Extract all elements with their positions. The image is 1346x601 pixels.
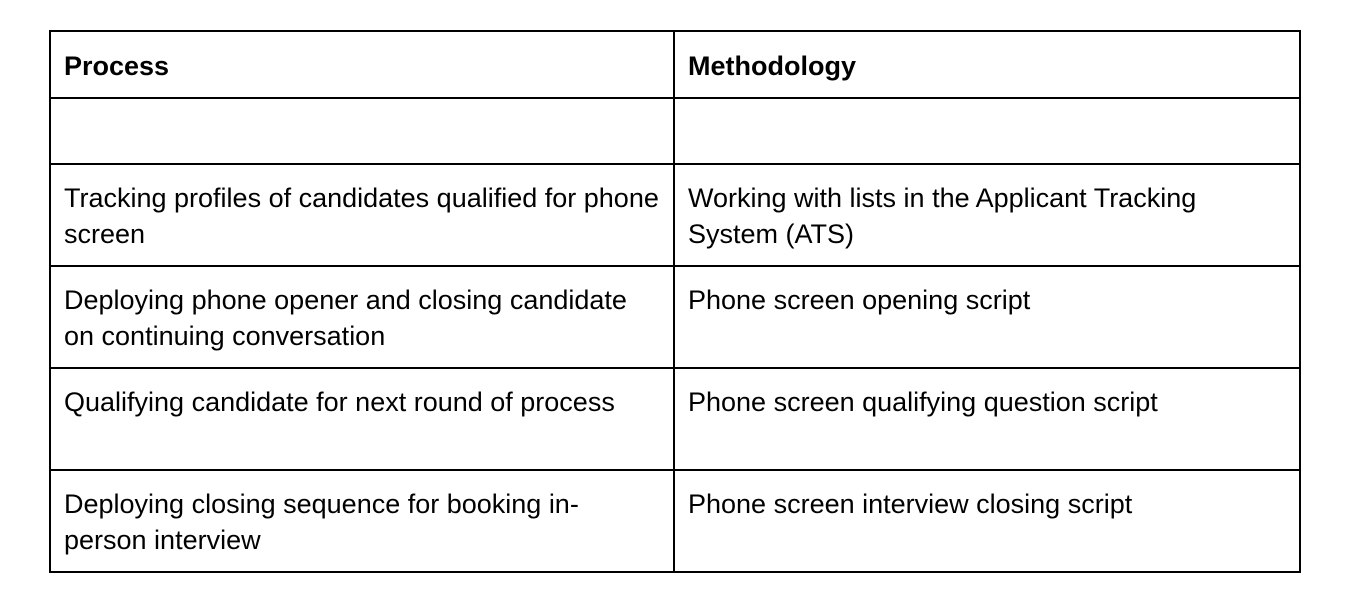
table-header-row (50, 31, 1300, 98)
cell-process-text: Deploying closing sequence for booking in-person interview (64, 489, 579, 555)
header-methodology-label: Methodology (688, 51, 856, 81)
table-cell-methodology (674, 266, 1300, 368)
table-cell-process (50, 164, 674, 266)
table-cell-methodology (674, 470, 1300, 572)
cell-process-text: Qualifying candidate for next round of process (64, 387, 615, 417)
table-cell-process (50, 266, 674, 368)
table-cell-methodology (674, 98, 1300, 164)
table-cell-process (50, 470, 674, 572)
header-process-label: Process (64, 51, 170, 81)
cell-methodology-text: Phone screen qualifying question script (688, 387, 1158, 417)
table-cell-methodology (674, 164, 1300, 266)
header-process (50, 31, 674, 98)
table-cell-process (50, 98, 674, 164)
table-row (50, 164, 1300, 266)
cell-process-text: Tracking profiles of candidates qualified for phone screen (64, 183, 659, 249)
cell-methodology-text: Phone screen opening script (688, 285, 1031, 315)
table-cell-methodology (674, 368, 1300, 470)
table-row (50, 470, 1300, 572)
table-row-empty (50, 98, 1300, 164)
table-row (50, 266, 1300, 368)
table-row (50, 368, 1300, 470)
cell-methodology-text: Working with lists in the Applicant Tracking System (ATS) (688, 183, 1197, 249)
process-methodology-table (49, 30, 1301, 573)
cell-methodology-text: Phone screen interview closing script (688, 489, 1133, 519)
table-cell-process (50, 368, 674, 470)
cell-process-text: Deploying phone opener and closing candidate on continuing conversation (64, 285, 627, 351)
header-methodology (674, 31, 1300, 98)
